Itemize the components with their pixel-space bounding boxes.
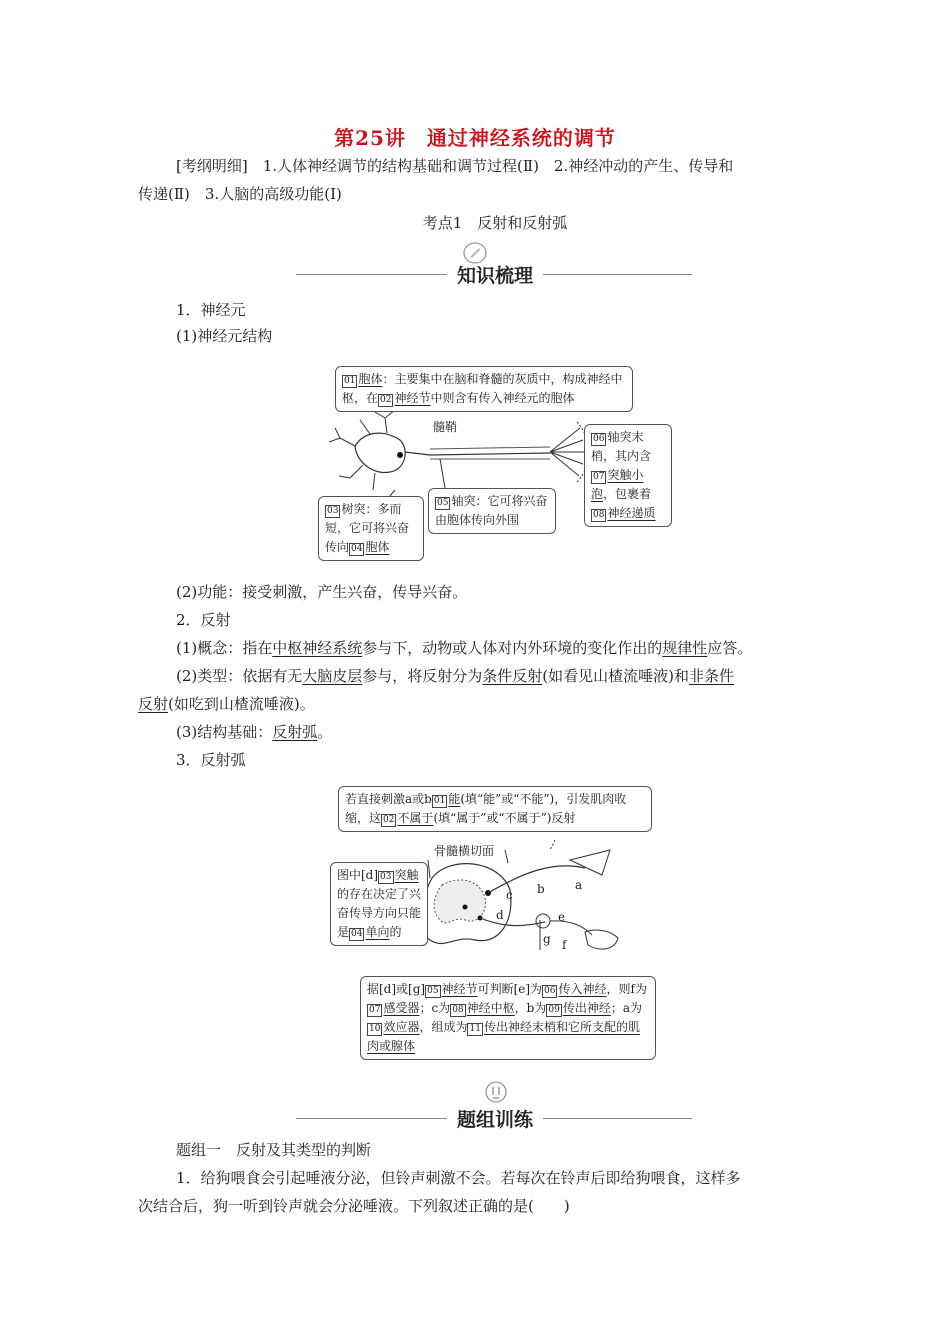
callout-text: 的存在决定了兴奋传导方向只能是 xyxy=(337,887,422,939)
axon-callout xyxy=(428,488,556,534)
label-d: d xyxy=(496,908,504,922)
answer: 大脑皮层 xyxy=(302,667,363,685)
answer: 单向 xyxy=(365,925,390,939)
answer: 反射 xyxy=(138,695,169,713)
answer-number: 03 xyxy=(380,872,392,882)
label-b: b xyxy=(537,882,545,896)
answer-number: 06 xyxy=(593,434,605,444)
text: (3)结构基础： xyxy=(176,723,273,741)
item-1: 1．神经元 xyxy=(176,301,246,319)
item-2: 2．反射 xyxy=(176,611,231,629)
answer-number: 05 xyxy=(437,498,449,508)
item-3: 3．反射弧 xyxy=(176,751,246,769)
callout-text: ：主要集中在脑和脊髓的灰质中，构成神经中枢，在 xyxy=(342,372,623,405)
arc-left-callout xyxy=(330,862,428,946)
answer: 非条件 xyxy=(689,667,735,685)
section-heading-wrap xyxy=(0,261,950,288)
callout-text: 可判断[e]为 xyxy=(477,982,543,996)
answer: 传出神经末梢和它所支配的肌肉或腺体 xyxy=(367,1020,640,1053)
label-a: a xyxy=(575,878,583,892)
text: (如吃到山楂流唾液)。 xyxy=(168,695,315,713)
callout-text: 图中[d] xyxy=(337,868,379,882)
callout-text: (填“属于”或“不属于”)反射 xyxy=(433,811,576,825)
answer: 神经节 xyxy=(441,982,478,996)
text: (如看见山楂流唾液)和 xyxy=(542,667,690,685)
answer: 突触 xyxy=(394,868,419,882)
label-g: g xyxy=(543,932,551,946)
spinal-label: 骨髓横切面 xyxy=(434,844,495,858)
answer: 效应器 xyxy=(383,1020,420,1034)
text: 应答。 xyxy=(707,639,753,657)
answer: 规律性 xyxy=(662,639,708,657)
answer-number: 08 xyxy=(452,1005,464,1015)
item-2-1 xyxy=(176,634,752,662)
answer-number: 05 xyxy=(427,986,439,996)
answer-number: 09 xyxy=(548,1005,560,1015)
item-2-3 xyxy=(176,718,332,746)
topic-heading: 考点1 反射和反射弧 xyxy=(422,214,568,232)
answer-number: 03 xyxy=(327,506,339,516)
answer-number: 02 xyxy=(380,395,392,405)
answer-ganglion: 神经节 xyxy=(394,391,431,405)
text: 参与下，动物或人体对内外环境的变化作出的 xyxy=(362,639,663,657)
label-e: e xyxy=(558,910,566,924)
answer: 反射弧 xyxy=(272,723,318,741)
answer-soma: 胞体 xyxy=(358,372,383,386)
item-2-2 xyxy=(176,662,734,690)
answer: 感受器 xyxy=(383,1001,420,1015)
outline-line-1: [考纲明细] 1.人体神经调节的结构基础和调节过程(Ⅱ) 2.神经冲动的产生、传导和 xyxy=(176,157,734,175)
answer: 传出神经 xyxy=(562,1001,611,1015)
answer: 不属于 xyxy=(397,811,434,825)
answer-transmitter: 神经递质 xyxy=(607,506,656,520)
section-heading-wrap xyxy=(0,1105,950,1132)
callout-text: 的 xyxy=(389,925,402,939)
text: 。 xyxy=(317,723,333,741)
answer-number: 07 xyxy=(593,472,605,482)
soma-callout xyxy=(335,366,633,412)
item-2-2-cont xyxy=(138,690,315,718)
answer: 神经中枢 xyxy=(466,1001,515,1015)
question-1-line-2: 次结合后，狗一听到铃声就会分泌唾液。下列叙述正确的是( ) xyxy=(138,1197,570,1215)
answer-number: 08 xyxy=(593,510,605,520)
answer-number: 10 xyxy=(369,1024,381,1034)
callout-text: 轴突：它可将兴奋由胞体传向外围 xyxy=(435,494,548,527)
answer-number: 11 xyxy=(469,1024,481,1034)
answer: 中枢神经系统 xyxy=(272,639,363,657)
callout-text: 若直接刺激a或b xyxy=(345,792,432,806)
item-1-1: (1)神经元结构 xyxy=(176,327,273,345)
dendrite-callout xyxy=(318,496,424,561)
answer-soma-2: 胞体 xyxy=(365,540,390,554)
answer-number: 04 xyxy=(351,544,363,554)
text: 参与，将反射分为 xyxy=(362,667,483,685)
outline-line-2: 传递(Ⅱ) 3.人脑的高级功能(Ⅰ) xyxy=(138,185,342,203)
answer-number: 06 xyxy=(544,986,556,996)
group-heading: 题组一 反射及其类型的判断 xyxy=(176,1141,372,1159)
callout-text: ，组成为 xyxy=(419,1020,468,1034)
arc-bottom-callout xyxy=(360,976,656,1060)
callout-text: ；a为 xyxy=(610,1001,642,1015)
answer-number: 04 xyxy=(351,929,363,939)
callout-text: (填“能”或“不能”)，引发肌肉收缩，这 xyxy=(345,792,627,825)
text: (1)概念：指在 xyxy=(176,639,273,657)
answer: 传入神经 xyxy=(558,982,607,996)
answer-number: 01 xyxy=(344,376,356,386)
callout-text: 中则含有传入神经元的胞体 xyxy=(430,391,575,405)
answer-vesicle: 突触小泡 xyxy=(591,468,644,501)
axon-terminal-callout xyxy=(584,424,672,527)
text: (2)类型：依据有无 xyxy=(176,667,303,685)
label-c: c xyxy=(506,888,513,902)
question-1-line-1: 1．给狗喂食会引起唾液分泌，但铃声刺激不会。若每次在铃声后即给狗喂食，这样多 xyxy=(176,1169,741,1187)
answer-number: 02 xyxy=(383,815,395,825)
item-1-2: (2)功能：接受刺激，产生兴奋，传导兴奋。 xyxy=(176,583,468,601)
answer: 能 xyxy=(448,792,461,806)
section-heading-practice: 题组训练 xyxy=(447,1109,543,1131)
callout-text: 树突：多而短，它可将兴奋传向 xyxy=(325,502,410,554)
callout-text: ，则f为 xyxy=(606,982,647,996)
myelin-label: 髓鞘 xyxy=(433,420,458,434)
arc-top-callout xyxy=(338,786,652,832)
callout-text: 轴突末梢，其内含 xyxy=(591,430,652,463)
callout-text: ，包裹着 xyxy=(603,487,652,501)
section-heading-knowledge: 知识梳理 xyxy=(447,265,543,287)
callout-text: 据[d]或[g] xyxy=(367,982,426,996)
page-title: 第25讲 通过神经系统的调节 xyxy=(334,126,616,150)
callout-text: ；c为 xyxy=(419,1001,451,1015)
answer-number: 01 xyxy=(433,796,446,806)
answer: 条件反射 xyxy=(482,667,543,685)
label-f: f xyxy=(562,938,567,952)
callout-text: ，b为 xyxy=(514,1001,547,1015)
answer-number: 07 xyxy=(369,1005,381,1015)
